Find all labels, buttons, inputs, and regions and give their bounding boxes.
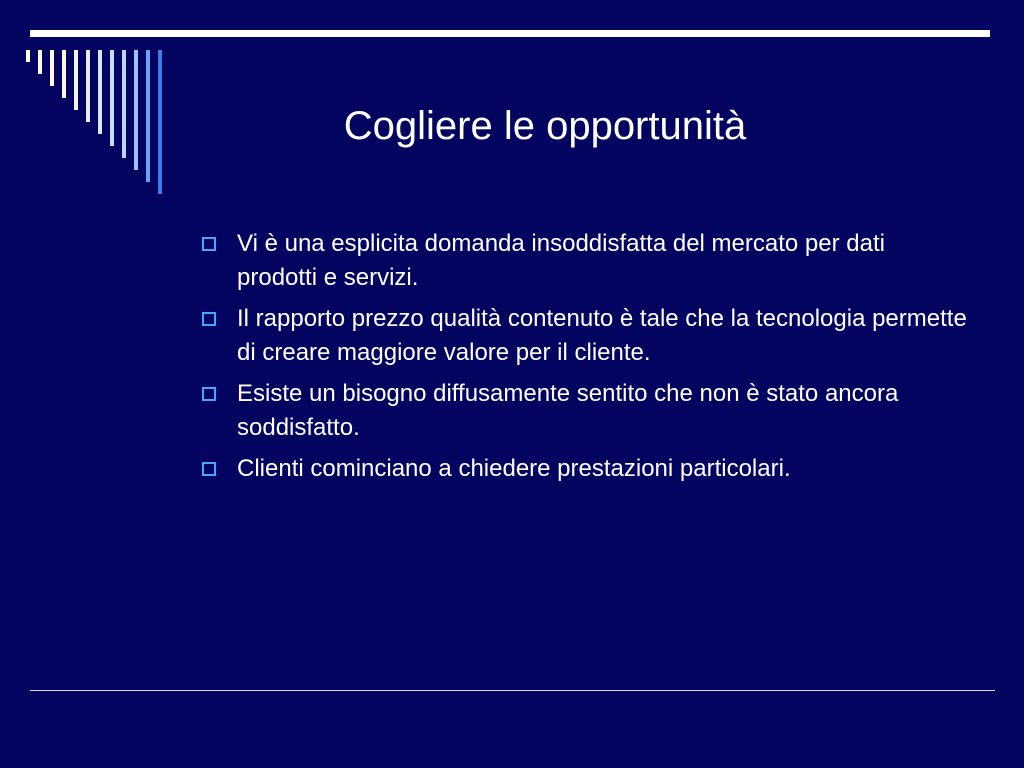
hollow-square-icon [202,237,216,251]
stripe [74,50,78,110]
stripe [26,50,30,62]
list-item [200,302,970,370]
hollow-square-icon [202,312,216,326]
bullet-list [200,227,970,493]
list-item [200,227,970,295]
stripe [122,50,126,158]
decorative-stripes [0,0,180,220]
stripe [62,50,66,98]
stripe [134,50,138,170]
hollow-square-icon [202,462,216,476]
stripe [98,50,102,134]
bullet-text: Clienti cominciano a chiedere prestazioni particolari. [237,455,791,482]
bottom-rule [30,690,995,691]
bullet-text: Esiste un bisogno diffusamente sentito che non è stato ancora soddisfatto. [237,380,899,441]
stripe [38,50,42,74]
list-item [200,377,970,445]
stripe [110,50,114,146]
hollow-square-icon [202,387,216,401]
bullet-text: Vi è una esplicita domanda insoddisfatta del mercato per dati prodotti e servizi. [237,230,885,291]
stripe [86,50,90,122]
stripe [146,50,150,182]
stripe [158,50,162,194]
slide-title: Cogliere le opportunità [343,104,747,148]
list-item [200,452,970,486]
stripe [50,50,54,86]
bullet-text: Il rapporto prezzo qualità contenuto è tale che la tecnologia permette di creare maggiore valore per il cliente. [237,305,967,366]
